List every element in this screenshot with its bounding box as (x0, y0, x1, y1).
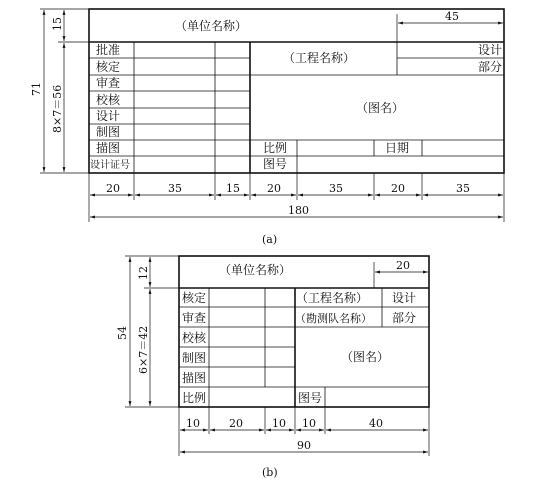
b-design-1: 设计 (392, 291, 417, 305)
b-dim-bottom: 20 (229, 417, 243, 430)
b-dim-bottom: 10 (272, 417, 286, 430)
a-dim-total-h: 180 (288, 204, 309, 217)
a-dim-bottom: 35 (329, 182, 343, 195)
b-caption: (b) (262, 466, 278, 479)
b-dim-total-v-label: 54 (116, 326, 129, 340)
a-header-dim: 45 (445, 10, 459, 23)
figure-b (116, 256, 429, 479)
a-unit-name: （单位名称） (175, 19, 248, 33)
a-dim-bottom: 35 (168, 182, 182, 195)
b-row-label: 审查 (182, 311, 207, 325)
b-dim-total-h: 90 (297, 439, 311, 452)
a-row-label: 制图 (96, 125, 121, 139)
b-dim-bottom: 10 (302, 417, 316, 430)
b-row-label: 描图 (182, 371, 207, 385)
b-dim-rows-v-label: 6×7＝42 (137, 325, 150, 374)
b-dim-top-v-label: 12 (137, 266, 150, 280)
b-dim-bottom: 40 (369, 417, 383, 430)
a-drawing-name: （图名） (356, 101, 405, 115)
a-dim-rows-v-label: 8×7＝56 (51, 84, 64, 133)
a-dim-bottom: 15 (226, 182, 240, 195)
b-row-label: 核定 (182, 291, 207, 305)
a-row-label: 核定 (96, 60, 121, 74)
a-row-label: 审查 (96, 76, 121, 90)
b-row-label: 制图 (182, 351, 207, 365)
b-row-label: 校核 (182, 331, 207, 345)
a-project-name: （工程名称） (283, 51, 356, 65)
a-row-label: 设计证号 (90, 160, 130, 171)
b-team-name: （勘测队名称） (295, 312, 372, 325)
a-row-label: 批准 (96, 43, 121, 57)
a-dim-total-v-label: 71 (30, 82, 43, 96)
a-dim-bottom: 20 (106, 182, 120, 195)
b-scale-label: 比例 (182, 391, 207, 405)
a-dim-bottom: 20 (391, 182, 405, 195)
b-drawing-no: 图号 (298, 391, 323, 405)
a-dim-top-v-label: 15 (51, 17, 64, 31)
a-drawing-no: 图号 (263, 157, 288, 171)
b-unit-name: （单位名称） (219, 263, 292, 277)
a-dim-bottom: 20 (267, 182, 281, 195)
b-header-dim: 20 (396, 259, 410, 272)
a-design-1: 设计 (478, 43, 503, 57)
a-dim-bottom: 35 (456, 182, 470, 195)
a-row-label: 设计 (96, 109, 121, 123)
a-date-label: 日期 (385, 141, 410, 155)
b-design-2: 部分 (392, 311, 417, 325)
a-caption: (a) (262, 233, 278, 246)
a-scale-label: 比例 (263, 141, 288, 155)
a-row-label: 描图 (96, 141, 121, 155)
b-dim-bottom: 10 (186, 417, 200, 430)
b-project-name: （工程名称） (296, 291, 369, 305)
a-row-label: 校核 (96, 93, 121, 107)
figure-a (30, 9, 504, 246)
b-outer-border (179, 256, 429, 407)
b-drawing-name: （图名） (341, 350, 390, 364)
a-design-2: 部分 (478, 60, 503, 74)
